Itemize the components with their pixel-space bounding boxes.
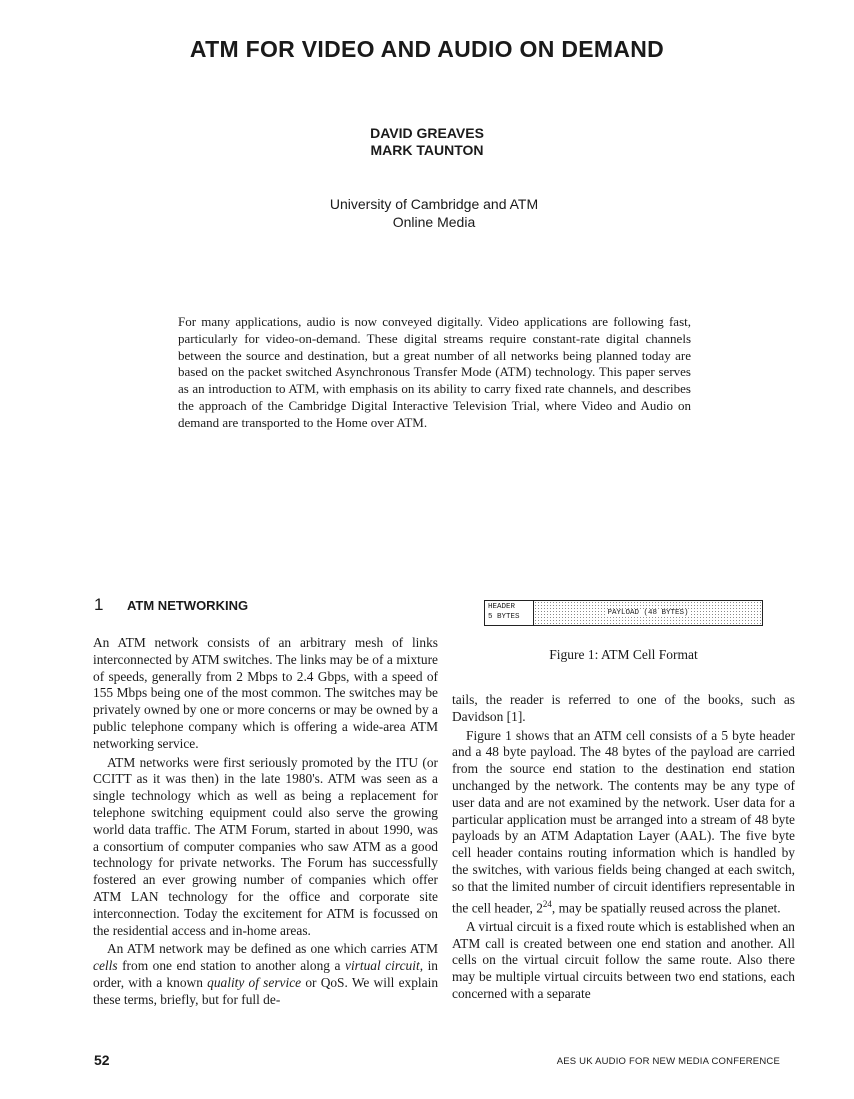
affiliation-line: University of Cambridge and ATM xyxy=(329,196,539,212)
paragraph xyxy=(452,728,795,917)
section-heading xyxy=(94,595,248,615)
paragraph: tails, the reader is referred to one of the books, such as Davidson [1]. xyxy=(452,692,795,724)
left-column xyxy=(93,635,438,1009)
running-footer: AES UK AUDIO FOR NEW MEDIA CONFERENCE xyxy=(556,1056,780,1067)
authors xyxy=(0,125,854,159)
paper-title: ATM FOR VIDEO AND AUDIO ON DEMAND xyxy=(189,36,665,62)
paragraph: A virtual circuit is a fixed route which is established when an ATM call is created between one end station and another. All cells on the virtual circuit follow the same route. Also there may be multiple virtual circuits between two end stations, each concerned with a separate xyxy=(452,918,795,1002)
figure-caption: Figure 1: ATM Cell Format xyxy=(549,647,698,662)
superscript: 24 xyxy=(542,898,552,909)
affiliation xyxy=(0,195,854,231)
section-number: 1 xyxy=(94,595,104,614)
italic-term: cells xyxy=(93,958,118,974)
author-name: MARK TAUNTON xyxy=(370,142,484,158)
text-run: from one end station to another along a xyxy=(117,958,345,974)
cell-header-box xyxy=(485,601,534,625)
italic-term: virtual circuit xyxy=(345,958,420,974)
paragraph: ATM networks were first seriously promoted by the ITU (or CCITT as it was then) in the late 1980's. ATM was seen as a single technology which as well as being a replacement for telephone switching equipment could also serve the growing world data traffic. The ATM Forum, started in about 1990, was a consortium of computer companies who saw ATM as a good technology for private networks. The Forum has successfully fostered an ever growing number of companies which offer ATM LAN technology for the office and corporate site interconnection. Today the excitement for ATM is focussed on the residential access and in-home areas. xyxy=(93,754,438,938)
atm-cell-diagram xyxy=(484,600,763,626)
text-run: or QoS. We will explain these terms, briefly, but for full de- xyxy=(93,974,439,1007)
abstract: For many applications, audio is now conveyed digitally. Video applications are following fast, particularly for video-on-demand. These digital streams require constant-rate digital channels between the source and destination, but a great number of all networks being planned today are based on the packet switched Asynchronous Transfer Mode (ATM) technology. This paper serves as an introduction to ATM, with emphasis on its ability to carry fixed rate channels, and describes the approach of the Cambridge Digital Interactive Television Trial, where Video and Audio on demand are transported to the Home over ATM. xyxy=(178,314,691,430)
paragraph xyxy=(93,941,438,1008)
payload-label: PAYLOAD (48 BYTES) xyxy=(607,609,689,617)
cell-payload-box xyxy=(534,601,762,625)
italic-term: quality of service xyxy=(207,974,302,990)
text-run: An ATM network may be defined as one which carries ATM xyxy=(107,941,438,957)
page-number: 52 xyxy=(94,1052,110,1068)
text-run: , may be spatially reused across the planet. xyxy=(551,900,781,916)
text-run: , in order, with a known xyxy=(93,958,438,990)
affiliation-line: Online Media xyxy=(392,214,476,230)
header-label: HEADER xyxy=(488,603,516,611)
section-title: ATM NETWORKING xyxy=(127,598,249,613)
text-run: Figure 1 shows that an ATM cell consists of a 5 byte header and a 48 byte payload. The 48 bytes of the payload are carried from the source end station to the destination end station unchanged by the network. The contents may be any type of user data and are not examined by the network. User data for a particular application must be arranged into a stream of 48 byte payloads by an ATM Adaptation Layer (AAL). The five byte cell header contains routing information which is handled by the switches, with various fields being changed at each switch, so that the limited number of circuit identifiers representable in the cell header, 2 xyxy=(452,727,795,916)
right-column xyxy=(452,692,795,1003)
header-size-label: 5 BYTES xyxy=(488,613,520,621)
paragraph: An ATM network consists of an arbitrary mesh of links interconnected by ATM switches. The links may be of a mixture of speeds, generally from 2 Mbps to 2.4 Gbps, with a speed of 155 Mbps being one of the most common. The switches may be privately owned by one or more concerns or may be owned by a public telephone company which is offering a wide-area ATM networking service. xyxy=(93,635,438,751)
author-name: DAVID GREAVES xyxy=(370,125,484,141)
